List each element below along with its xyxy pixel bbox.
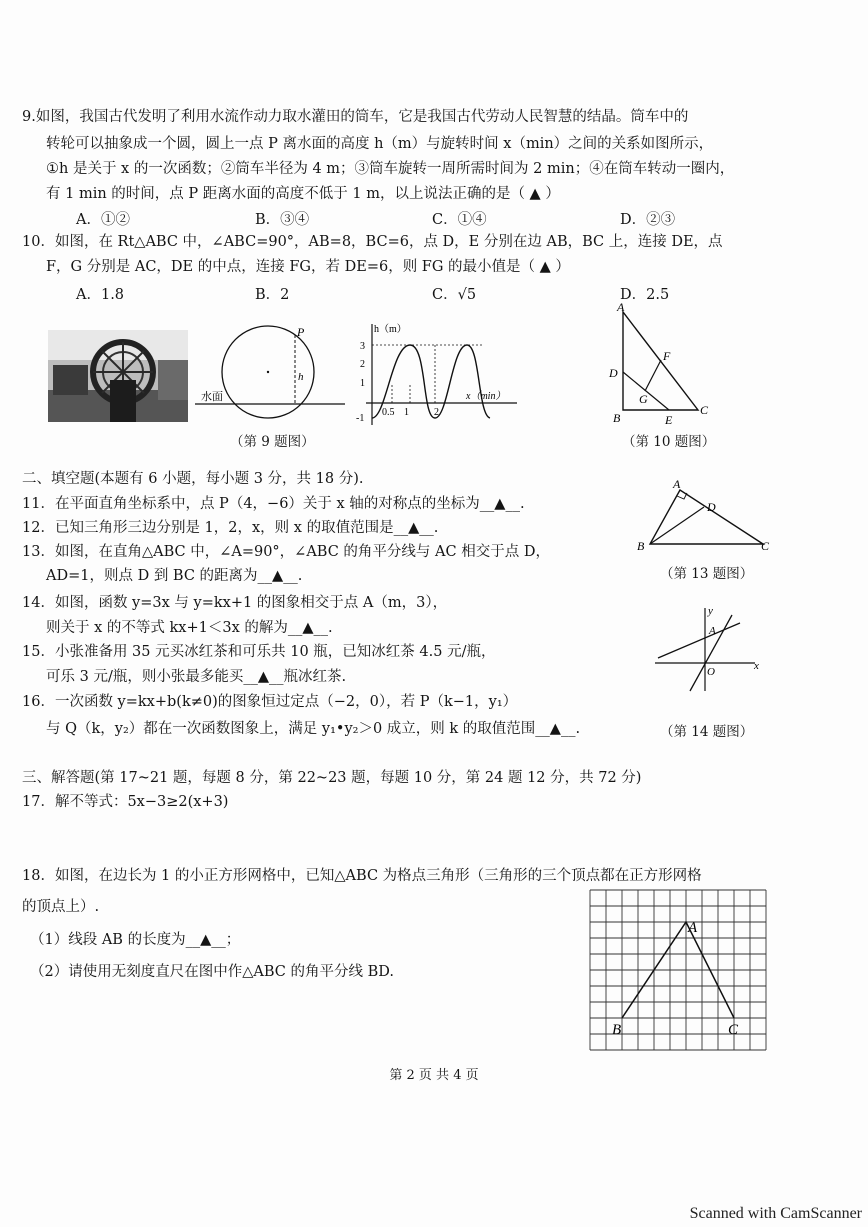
section-3-heading: 三、解答题(第 17~21 题，每题 8 分，第 22~23 题，每题 10 分，第 24 题 12 分，共 72 分) [22, 770, 642, 786]
label-c: C [728, 1022, 739, 1038]
q18-line-2: 的顶点上）. [22, 899, 100, 915]
q13-line-1: 13．如图，在直角△ABC 中，∠A=90°，∠ABC 的角平分线与 AC 相交于点 D， [22, 544, 550, 560]
grid-fig-18 [588, 888, 772, 1054]
label-o: O [707, 666, 715, 678]
q15-line-2: 可乐 3 元/瓶，则小张最多能买__▲__瓶冰红茶. [46, 669, 347, 685]
y-tick-1: 1 [360, 378, 365, 389]
graph-fig-14 [650, 603, 765, 693]
triangle-fig-10 [605, 300, 715, 425]
scanner-watermark: Scanned with CamScanner [689, 1205, 862, 1222]
label-y: y [708, 605, 713, 617]
q9-option-c: C．①④ [432, 212, 487, 228]
label-a: A [673, 478, 681, 491]
label-a: A [688, 920, 698, 936]
q9-line-4: 有 1 min 的时间，点 P 距离水面的高度不低于 1 m，以上说法正确的是（ ▲ ） [46, 186, 560, 202]
q10-option-d: D．2.5 [620, 287, 670, 303]
label-c: C [700, 403, 709, 417]
q18-line-1: 18．如图，在边长为 1 的小正方形网格中，已知△ABC 为格点三角形（三角形的三个顶点都在正方形网格 [22, 868, 702, 884]
q12: 12．已知三角形三边分别是 1，2，x，则 x 的取值范围是__▲__. [22, 520, 439, 536]
q13-line-2: AD=1，则点 D 到 BC 的距离为__▲__. [46, 568, 303, 584]
q10-line-2: F，G 分别是 AC，DE 的中点，连接 FG，若 DE=6，则 FG 的最小值是（ ▲ ） [46, 259, 570, 275]
q14-line-2: 则关于 x 的不等式 kx+1＜3x 的解为__▲__. [46, 620, 333, 636]
label-x: x [754, 660, 759, 672]
q9-line-1: 9.如图，我国古代发明了利用水流作动力取水灌田的筒车，它是我国古代劳动人民智慧的结晶。筒车中的 [22, 109, 689, 125]
waterwheel-circle-diagram [195, 322, 345, 432]
q9-option-d: D．②③ [620, 212, 676, 228]
height-time-graph [352, 320, 520, 430]
label-d: D [609, 366, 618, 380]
label-b: B [637, 539, 645, 553]
waterwheel-photo [48, 330, 188, 422]
triangle-fig-13 [635, 478, 775, 553]
q9-line-3: ①h 是关于 x 的一次函数；②筒车半径为 4 m；③筒车旋转一周所需时间为 2 min；④在筒车转动一圈内， [46, 161, 735, 177]
y-axis-label: h（m） [374, 324, 407, 335]
y-tick-2: 2 [360, 359, 365, 370]
q15-line-1: 15．小张准备用 35 元买冰红茶和可乐共 10 瓶，已知冰红茶 4.5 元/瓶， [22, 644, 496, 660]
x-tick-1: 1 [404, 407, 409, 418]
label-d: D [707, 500, 716, 514]
x-tick-2: 2 [434, 407, 439, 418]
label-h: h [298, 371, 304, 383]
q18-part-1: （1）线段 AB 的长度为__▲__； [30, 932, 241, 948]
label-f: F [663, 349, 671, 363]
q9-option-b: B．③④ [255, 212, 310, 228]
label-p: P [297, 325, 305, 339]
q17: 17．解不等式：5x−3≥2(x+3) [22, 794, 229, 810]
q18-part-2: （2）请使用无刻度直尺在图中作△ABC 的角平分线 BD. [30, 964, 394, 980]
label-a: A [709, 625, 716, 637]
label-c: C [761, 539, 770, 553]
label-b: B [612, 1022, 622, 1038]
y-tick-neg1: -1 [356, 413, 365, 424]
q9-line-2: 转轮可以抽象成一个圆，圆上一点 P 离水面的高度 h（m）与旋转时间 x（min）之间的关系如图所示， [46, 136, 714, 152]
q10-option-b: B．2 [255, 287, 290, 303]
section-2-heading: 二、填空题(本题有 6 小题，每小题 3 分，共 18 分). [22, 471, 364, 487]
label-g: G [639, 392, 648, 406]
q14-line-1: 14．如图，函数 y=3x 与 y=kx+1 的图象相交于点 A（m，3）， [22, 595, 448, 611]
caption-fig-13: （第 13 题图） [660, 566, 754, 582]
caption-fig-10: （第 10 题图） [622, 434, 716, 450]
q10-line-1: 10．如图，在 Rt△ABC 中，∠ABC=90°，AB=8，BC=6，点 D，E 分别在边 AB，BC 上，连接 DE，点 [22, 234, 723, 250]
q10-option-c: C．√5 [432, 287, 477, 303]
y-tick-3: 3 [360, 341, 365, 352]
x-axis-label: x（min） [466, 391, 506, 402]
q11: 11．在平面直角坐标系中，点 P（4，−6）关于 x 轴的对称点的坐标为__▲__. [22, 496, 525, 512]
x-tick-0-5: 0.5 [382, 407, 395, 418]
label-b: B [613, 411, 621, 425]
q10-option-a: A．1.8 [76, 287, 125, 303]
page-footer: 第 2 页 共 4 页 [389, 1068, 479, 1083]
q16-line-2: 与 Q（k，y₂）都在一次函数图象上，满足 y₁•y₂＞0 成立，则 k 的取值范围__▲__. [46, 721, 581, 737]
label-water: 水面 [201, 391, 223, 403]
label-e: E [665, 413, 673, 425]
caption-fig-9: （第 9 题图） [230, 434, 315, 450]
q9-option-a: A．①② [76, 212, 130, 228]
caption-fig-14: （第 14 题图） [660, 724, 754, 740]
label-a: A [617, 300, 625, 314]
q16-line-1: 16．一次函数 y=kx+b(k≠0)的图象恒过定点（−2，0），若 P（k−1，y₁） [22, 694, 518, 710]
